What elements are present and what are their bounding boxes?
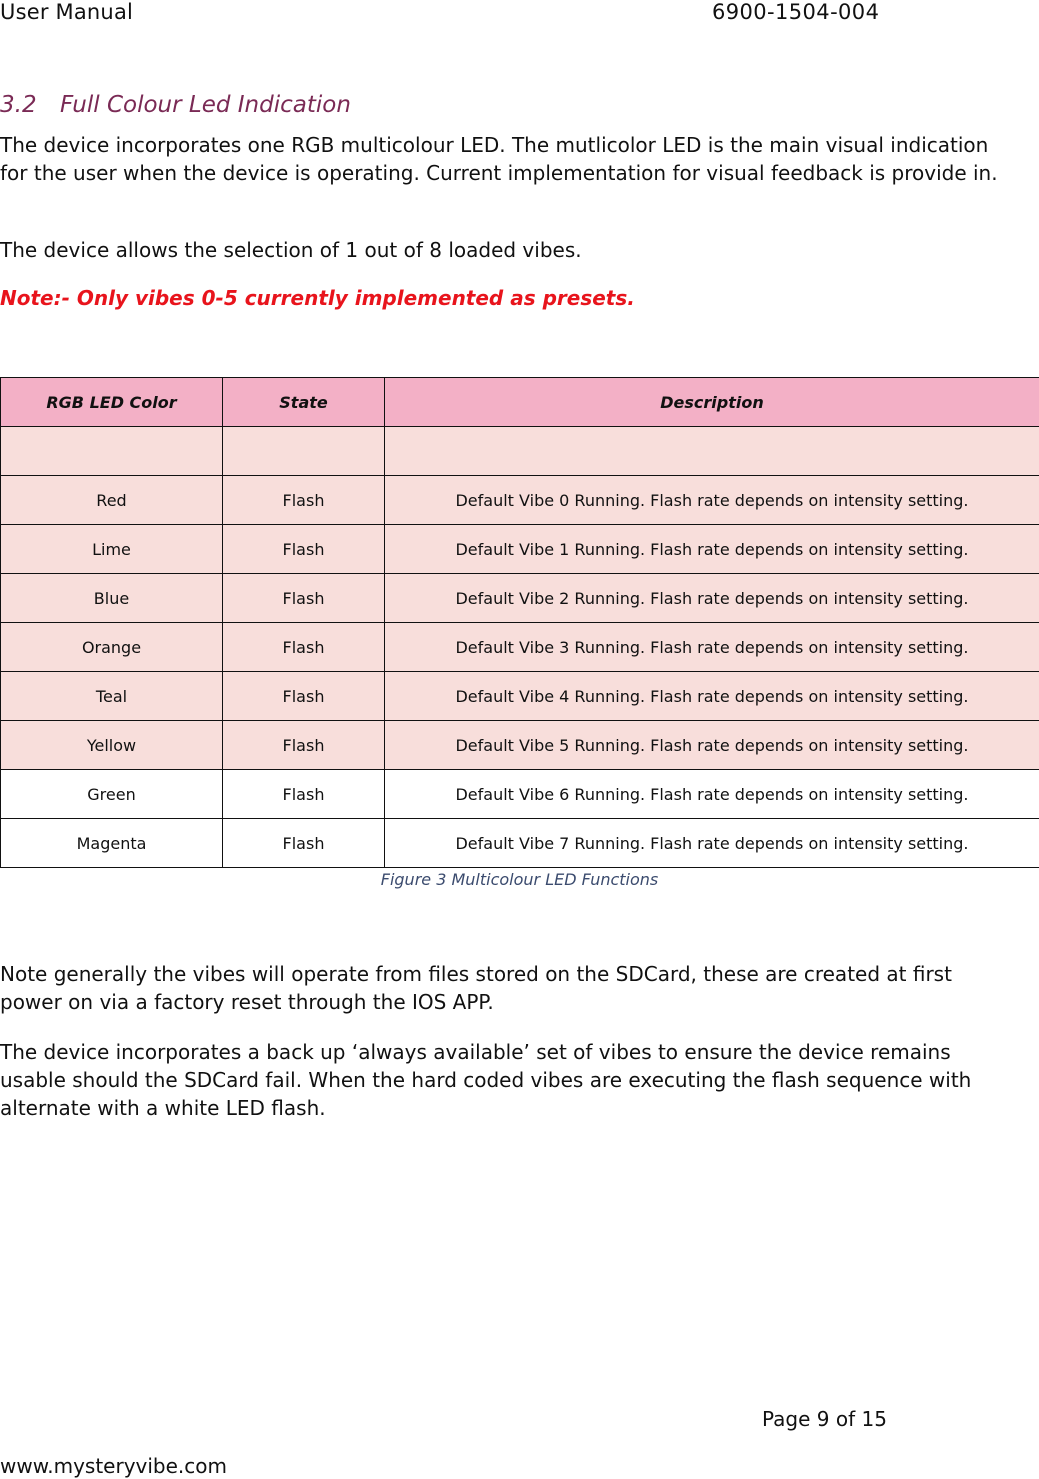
cell-color: Green (1, 770, 223, 819)
cell-color: Teal (1, 672, 223, 721)
cell-description: Default Vibe 0 Running. Flash rate depends on intensity setting. (385, 476, 1039, 525)
sdcard-paragraph: Note generally the vibes will operate from files stored on the SDCard, these are created at first power on via a factory reset through the IOS APP. (0, 962, 952, 1014)
cell-description: Default Vibe 1 Running. Flash rate depends on intensity setting. (385, 525, 1039, 574)
section-number: 3.2 (0, 92, 37, 118)
cell-state: Flash (223, 672, 385, 721)
cell-color (1, 427, 223, 476)
figure-caption: Figure 3 Multicolour LED Functions (380, 870, 659, 889)
footer-website-link[interactable]: www.mysteryvibe.com (0, 1454, 228, 1478)
column-header-description: Description (385, 378, 1039, 427)
section-heading (0, 90, 351, 120)
header-document-number: 6900-1504-004 (712, 0, 880, 24)
cell-description (385, 427, 1039, 476)
cell-state: Flash (223, 819, 385, 868)
cell-description: Default Vibe 3 Running. Flash rate depends on intensity setting. (385, 623, 1039, 672)
table-row (1, 721, 1039, 770)
cell-description: Default Vibe 6 Running. Flash rate depends on intensity setting. (385, 770, 1039, 819)
column-header-color: RGB LED Color (1, 378, 223, 427)
cell-state: Flash (223, 770, 385, 819)
table-row (1, 672, 1039, 721)
column-header-state: State (223, 378, 385, 427)
cell-description: Default Vibe 5 Running. Flash rate depends on intensity setting. (385, 721, 1039, 770)
cell-color: Magenta (1, 819, 223, 868)
cell-color: Orange (1, 623, 223, 672)
cell-color: Red (1, 476, 223, 525)
cell-state (223, 427, 385, 476)
section-title: Full Colour Led Indication (60, 92, 351, 118)
cell-description: Default Vibe 7 Running. Flash rate depends on intensity setting. (385, 819, 1039, 868)
cell-state: Flash (223, 476, 385, 525)
header-document-title: User Manual (0, 0, 134, 24)
cell-color: Lime (1, 525, 223, 574)
table-row (1, 819, 1039, 868)
table-row (1, 623, 1039, 672)
table-row (1, 770, 1039, 819)
cell-description: Default Vibe 2 Running. Flash rate depends on intensity setting. (385, 574, 1039, 623)
cell-color: Yellow (1, 721, 223, 770)
table-row (1, 574, 1039, 623)
cell-description: Default Vibe 4 Running. Flash rate depends on intensity setting. (385, 672, 1039, 721)
cell-state: Flash (223, 623, 385, 672)
intro-paragraph: The device incorporates one RGB multicolour LED. The mutlicolor LED is the main visual indication for the user when the device is operating. Current implementation for visual feedback is provide in. (0, 133, 998, 185)
table-row-empty (1, 427, 1039, 476)
backup-paragraph: The device incorporates a back up ‘always available’ set of vibes to ensure the device remains usable should the SDCard fail. When the hard coded vibes are executing the flash sequence with alternate with a white LED flash. (0, 1040, 972, 1120)
cell-state: Flash (223, 525, 385, 574)
cell-state: Flash (223, 574, 385, 623)
led-functions-table (0, 377, 1039, 868)
cell-color: Blue (1, 574, 223, 623)
table-header-row (1, 378, 1039, 427)
table-row (1, 476, 1039, 525)
table-row (1, 525, 1039, 574)
presets-note: Note:- Only vibes 0-5 currently implemented as presets. (0, 286, 635, 310)
selection-paragraph: The device allows the selection of 1 out of 8 loaded vibes. (0, 238, 582, 262)
page-number: Page 9 of 15 (762, 1407, 887, 1431)
cell-state: Flash (223, 721, 385, 770)
